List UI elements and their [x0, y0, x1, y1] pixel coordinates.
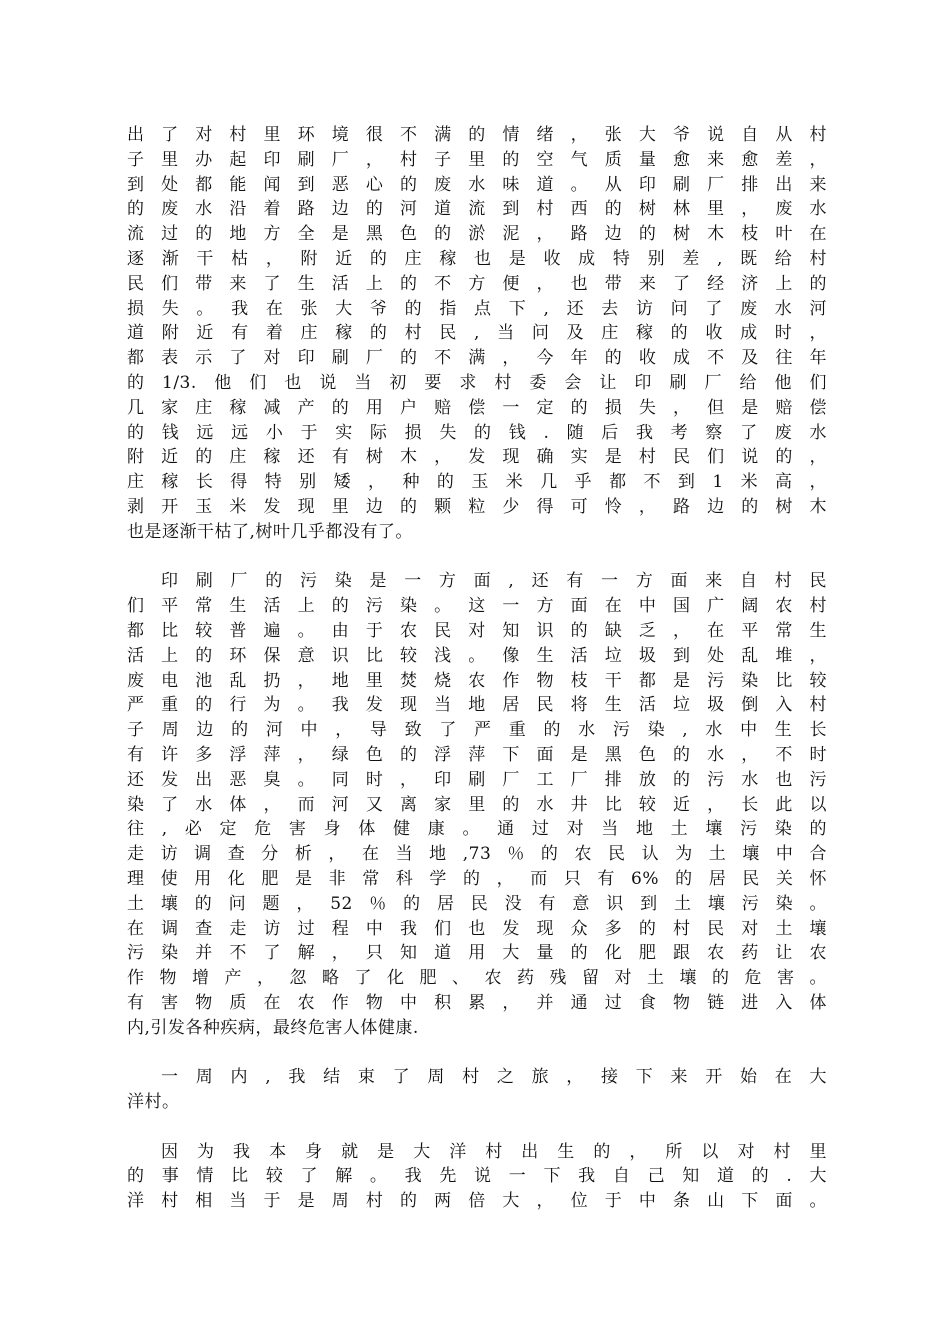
text-line: 有许多浮萍，绿色的浮萍下面是黑色的水，不时 [127, 744, 827, 765]
text-line: 子里办起印刷厂，村子里的空气质量愈来愈差， [127, 149, 827, 170]
text-line: 有害物质在农作物中积累，并通过食物链进入体 [127, 992, 827, 1013]
paragraph-3 [127, 1065, 827, 1115]
text-line: 们平常生活上的污染。这一方面在中国广阔农村 [127, 596, 827, 617]
text-line: 还发出恶臭。同时，印刷厂工厂排放的污水也污 [127, 769, 827, 790]
text-line: 洋村相当于是周村的两倍大，位于中条山下面。 [127, 1191, 827, 1212]
text-line: 道附近有着庄稼的村民,当问及庄稼的收成时， [127, 323, 827, 344]
document-page [127, 123, 827, 1214]
text-line: 作物增产，忽略了化肥、农药残留对土壤的危害。 [127, 968, 827, 989]
text-line: 损失。我在张大爷的指点下,还去访问了废水河 [127, 298, 827, 319]
paragraph-gap [127, 545, 827, 570]
text-line: 染了水体，而河又离家里的水井比较近，长此以 [127, 794, 827, 815]
text-line: 逐渐干枯，附近的庄稼也是收成特别差,既给村 [127, 248, 827, 269]
text-line: 几家庄稼减产的用户赔偿一定的损失，但是赔偿 [127, 397, 827, 418]
text-line: 的废水沿着路边的河道流到村西的树林里，废水 [127, 199, 827, 220]
text-line: 民们带来了生活上的不方便，也带来了经济上的 [127, 273, 827, 294]
text-line: 庄稼长得特别矮，种的玉米几乎都不到1米高， [127, 472, 827, 493]
text-line: 土壤的问题，52％的居民没有意识到土壤污染。 [127, 893, 827, 914]
text-line: 出了对村里环境很不满的情绪，张大爷说自从村 [127, 125, 827, 145]
text-line: 流过的地方全是黑色的淤泥，路边的树木枝叶在 [127, 224, 827, 245]
paragraph-gap [127, 1115, 827, 1140]
paragraph-gap [127, 1040, 827, 1065]
text-line: 往,必定危害身体健康。通过对当地土壤污染的 [127, 819, 827, 840]
text-line: 在调查走访过程中我们也发现众多的村民对土壤 [127, 918, 827, 939]
text-line: 理使用化肥是非常科学的，而只有6%的居民关怀 [127, 868, 827, 889]
text-line: 的钱远远小于实际损失的钱.随后我考察了废水 [127, 422, 827, 443]
text-line: 到处都能闻到恶心的废水味道。从印刷厂排出来 [127, 174, 827, 195]
text-line: 走访调查分析，在当地,73％的农民认为土壤中合 [127, 844, 827, 865]
text-line: 洋村。 [127, 1092, 180, 1113]
paragraph-1 [127, 123, 827, 545]
text-line: 都表示了对印刷厂的不满，今年的收成不及往年 [127, 348, 827, 369]
text-line: 一周内,我结束了周村之旅，接下来开始在大 [161, 1067, 827, 1088]
text-line: 的1/3.他们也说当初要求村委会让印刷厂给他们 [127, 372, 827, 393]
text-line: 附近的庄稼还有树木，发现确实是村民们说的， [127, 447, 827, 468]
text-line: 活上的环保意识比较浅。像生活垃圾到处乱堆， [127, 645, 827, 666]
text-line: 污染并不了解，只知道用大量的化肥跟农药让农 [127, 943, 827, 964]
text-line: 也是逐渐干枯了,树叶几乎都没有了。 [127, 521, 413, 542]
text-line: 子周边的河中，导致了严重的水污染,水中生长 [127, 720, 827, 741]
paragraph-4 [127, 1140, 827, 1214]
text-line: 废电池乱扔，地里焚烧农作物枝干都是污染比较 [127, 670, 827, 691]
text-line: 内,引发各种疾病，最终危害人体健康. [127, 1017, 419, 1038]
text-line: 严重的行为。我发现当地居民将生活垃圾倒入村 [127, 695, 827, 716]
text-line: 都比较普遍。由于农民对知识的缺乏，在平常生 [127, 620, 827, 641]
text-line: 因为我本身就是大洋村出生的，所以对村里 [161, 1141, 827, 1162]
text-line: 印刷厂的污染是一方面,还有一方面来自村民 [161, 571, 827, 592]
paragraph-2 [127, 569, 827, 1040]
text-line: 的事情比较了解。我先说一下我自己知道的.大 [127, 1166, 827, 1187]
text-line: 剥开玉米发现里边的颗粒少得可怜，路边的树木 [127, 496, 827, 517]
